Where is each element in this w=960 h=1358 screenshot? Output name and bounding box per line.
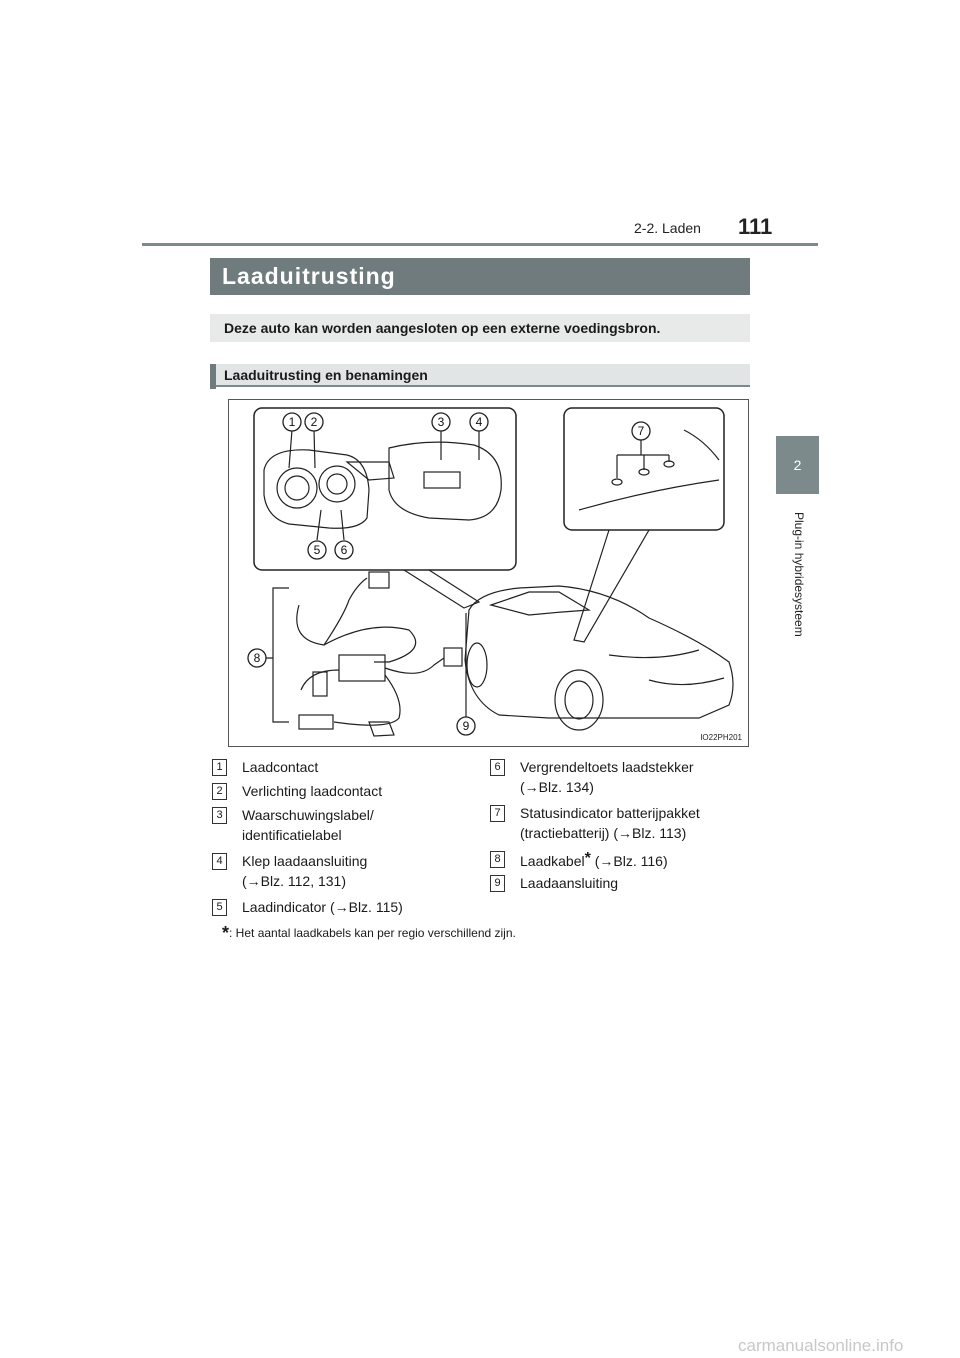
subheading: Laaduitrusting en benamingen [210, 364, 750, 387]
legend-number: 1 [212, 759, 227, 776]
legend-text [520, 849, 668, 871]
legend-text: (tractiebatterij) (→Blz. 113) [520, 825, 687, 841]
illustration-drawing [229, 400, 750, 748]
callout-label: 4 [475, 415, 483, 429]
section-title: 2-2. Laden [634, 220, 701, 236]
legend-text-ref: (→Blz. 116) [590, 853, 668, 869]
legend-text: Laadaansluiting [520, 875, 619, 891]
callout-label: 3 [437, 415, 445, 429]
legend-item [490, 849, 750, 871]
callout-label: 5 [313, 543, 321, 557]
intro-box: Deze auto kan worden aangesloten op een externe voedingsbron. [210, 314, 750, 342]
figure-code: IO22PH201 [700, 733, 742, 742]
legend-text-main: Laadkabel [520, 853, 585, 869]
legend-text: Verlichting laadcontact [242, 783, 383, 799]
legend-item [212, 757, 462, 779]
legend-item [212, 851, 462, 893]
legend-number: 5 [212, 899, 227, 916]
footnote-text: : Het aantal laadkabels kan per regio verschillend zijn. [229, 926, 516, 940]
callout-label: 6 [340, 543, 348, 557]
callout-label: 2 [310, 415, 318, 429]
legend-text: Klep laadaansluiting [242, 853, 368, 869]
equipment-illustration [228, 399, 749, 747]
legend-text: (→Blz. 112, 131) [242, 873, 347, 889]
legend-text: Statusindicator batterijpakket [520, 805, 700, 821]
legend-item [490, 873, 750, 895]
legend-text: (→Blz. 134) [520, 779, 594, 795]
legend-item [212, 781, 462, 803]
legend-text: Laadindicator (→Blz. 115) [242, 899, 403, 915]
legend-number: 7 [490, 805, 505, 822]
legend-item [490, 757, 750, 799]
legend-text: identificatielabel [242, 827, 342, 843]
legend-text: Laadcontact [242, 759, 319, 775]
watermark: carmanualsonline.info [738, 1336, 904, 1355]
legend-text: Waarschuwingslabel/ [242, 807, 374, 823]
callout-label: 8 [253, 651, 261, 665]
callout-label: 7 [637, 424, 645, 438]
chapter-title: Plug-in hybridesysteem [792, 512, 806, 637]
page-number: 111 [738, 214, 773, 239]
footnote [222, 923, 516, 944]
legend-item [490, 803, 750, 845]
legend-number: 3 [212, 807, 227, 824]
chapter-tab: 2 [776, 436, 819, 494]
callout-label: 1 [288, 415, 296, 429]
legend-number: 2 [212, 783, 227, 800]
header-rule [142, 243, 818, 246]
legend-number: 8 [490, 851, 505, 868]
legend-text: Vergrendeltoets laadstekker [520, 759, 694, 775]
footnote-mark: * [222, 923, 230, 943]
legend-item [212, 805, 462, 847]
legend-number: 9 [490, 875, 505, 892]
legend-item [212, 897, 462, 919]
page-title: Laaduitrusting [210, 258, 750, 295]
legend-number: 4 [212, 853, 227, 870]
legend-number: 6 [490, 759, 505, 776]
asterisk-mark: * [584, 850, 591, 867]
callout-label: 9 [462, 719, 470, 733]
